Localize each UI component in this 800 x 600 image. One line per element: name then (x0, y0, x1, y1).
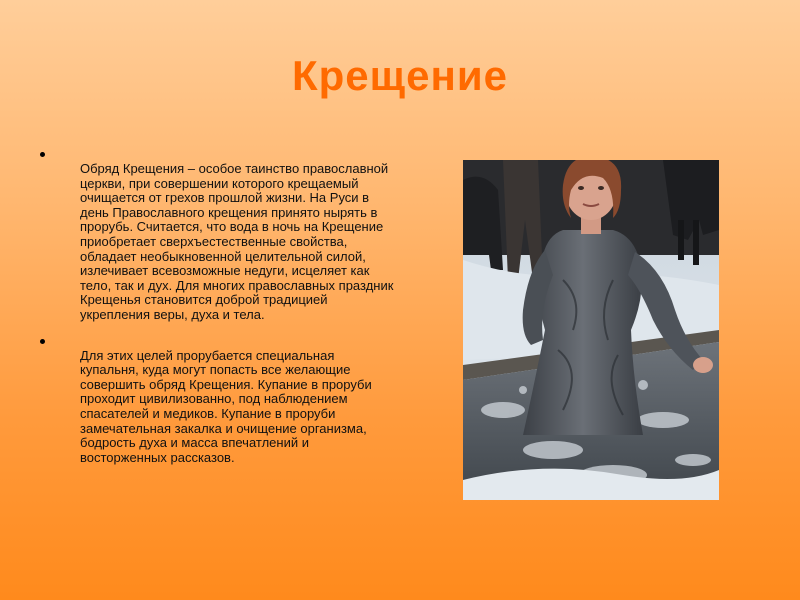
bullet-item (38, 335, 398, 466)
bullet-dot-icon (40, 152, 45, 157)
bullet-text: Для этих целей прорубается специальная купальня, куда могут попасть все желающие совершить обряд Крещения. Купание в проруби проходит цивилизованно, под наблюдением спасателей и медиков. Купание в проруби замечательная закалка и очищение организма, бодрость духа и масса впечатлений и восторженных рассказов. (80, 347, 372, 465)
baptism-photo (463, 160, 719, 500)
slide-title: Крещение (292, 52, 508, 99)
bullet-item (38, 148, 398, 323)
bullet-text: Обряд Крещения – особое таинство православной церкви, при совершении которого крещаемый очищается от грехов прошлой жизни. На Руси в день Православного крещения принято нырять в прорубь. Считается, что вода в ночь на Крещение приобретает сверхъестественные свойства, обладает необыкновенной целительной силой, излечивает всевозможные недуги, исцеляет как тело, так и дух. Для многих православных праздник Крещенья становится доброй традицией укрепления веры, духа и тела. (80, 161, 394, 322)
bullet-list (38, 148, 398, 477)
bullet-dot-icon (40, 339, 45, 344)
